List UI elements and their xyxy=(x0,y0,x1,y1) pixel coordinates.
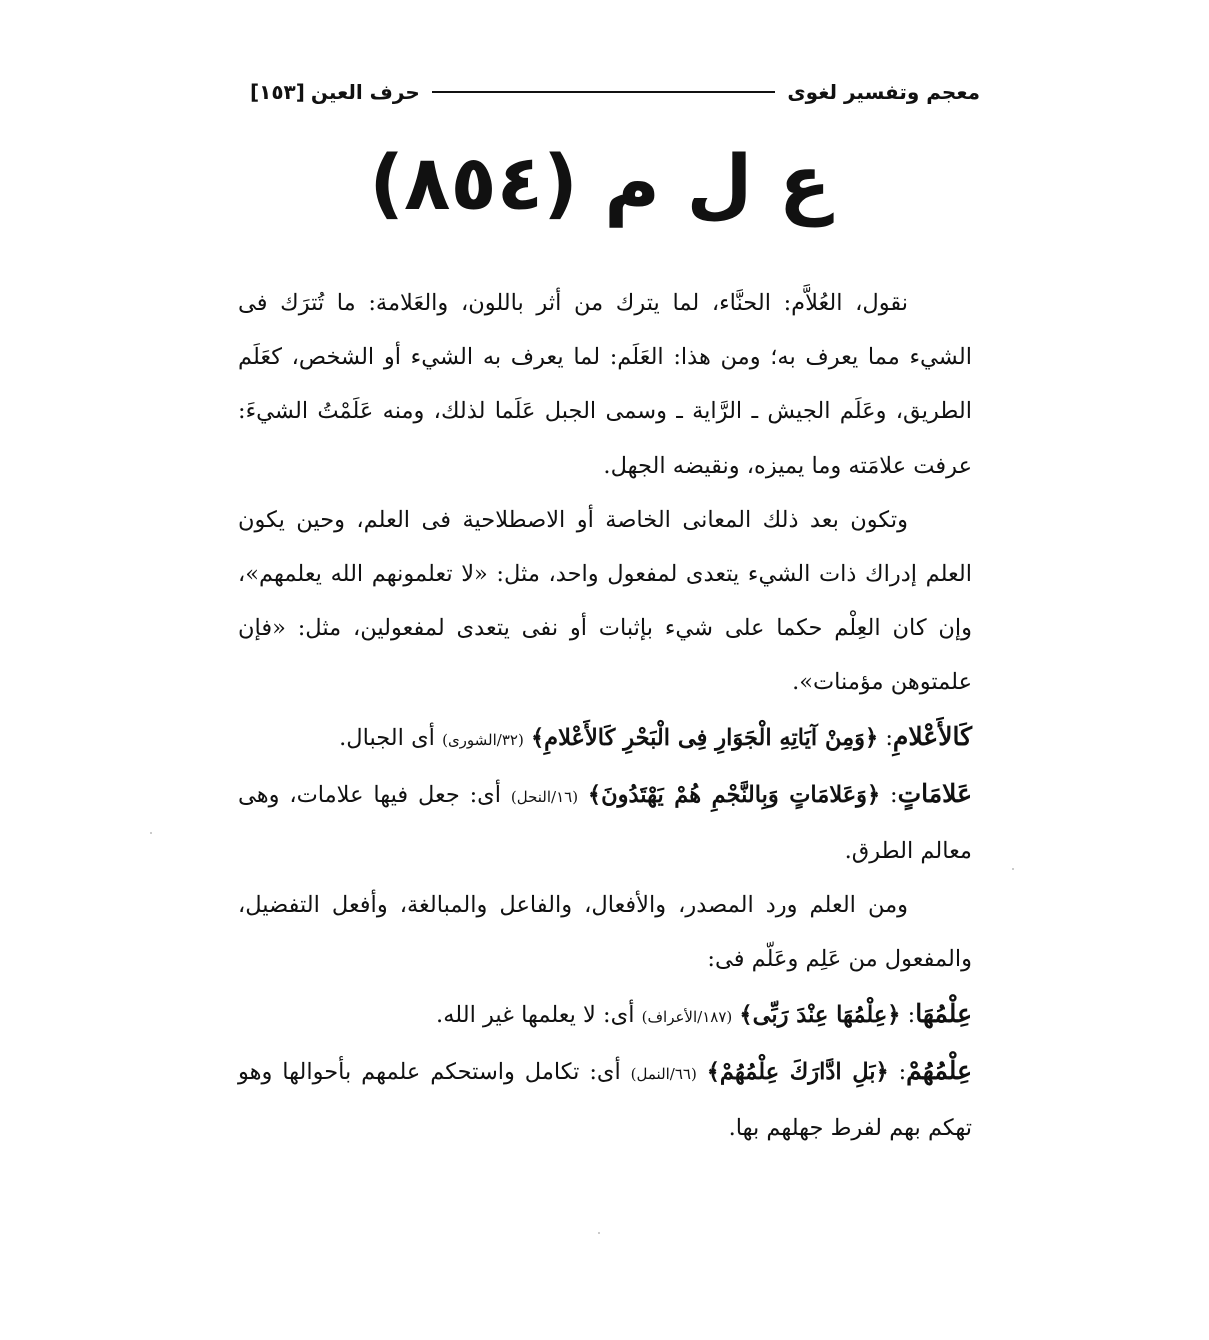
quran-verse: ﴿بَلِ ادَّارَكَ عِلْمُهُمْ﴾ xyxy=(706,1058,889,1085)
entry-body xyxy=(238,276,972,1155)
scan-speck xyxy=(598,1232,600,1234)
verse-reference: (١٦/النحل) xyxy=(510,787,579,806)
book-title: معجم وتفسير لغوى xyxy=(787,80,980,104)
paragraph: وتكون بعد ذلك المعانى الخاصة أو الاصطلاحية فى العلم، وحين يكون العلم إدراك ذات الشيء يتعدى لمفعول واحد، مثل: «لا تعلمونهم الله يعلمهم»، وإن كان العِلْم حكما على شيء بإثبات أو نفى يتعدى لمفعولين، مثل: «فإن علمتوهن مؤمنات». xyxy=(238,506,972,696)
definition-headword: عِلْمُهُمْ xyxy=(906,1055,972,1085)
definition-headword: عَلامَاتٍ xyxy=(897,778,973,808)
verse-reference: (٣٢/الشورى) xyxy=(442,730,524,749)
page-number: [١٥٣] xyxy=(250,80,305,104)
definition-meaning: أى: لا يعلمها غير الله. xyxy=(436,1001,635,1028)
scan-speck xyxy=(150,832,152,834)
running-header xyxy=(250,78,980,106)
quran-verse: ﴿عِلْمُهَا عِنْدَ رَبِّى﴾ xyxy=(739,1001,901,1028)
entry-title: ع ل م (٨٥٤) xyxy=(369,138,831,227)
paragraph: نقول، العُلاَّم: الحنَّاء، لما يترك من أثر باللون، والعَلامة: ما تُترَك فى الشيء مما يعرف به؛ ومن هذا: العَلَم: لما يعرف به الشيء أو الشخص، كعَلَم الطريق، وعَلَم الجيش ـ الرَّاية ـ وسمى الجبل عَلَما لذلك، ومنه عَلَمْتُ الشيءَ: عرفت علامَته وما يميزه، ونقيضه الجهل. xyxy=(238,290,972,479)
definition-headword: عِلْمُهَا xyxy=(915,998,972,1028)
verse-reference: (٦٦/النمل) xyxy=(630,1064,697,1083)
quran-verse: ﴿وَعَلامَاتٍ وَبِالنَّجْمِ هُمْ يَهْتَدُونَ﴾ xyxy=(587,781,881,808)
definition-meaning: أى: جعل فيها علامات، وهى معالم الطرق. xyxy=(238,781,972,865)
definition-meaning: أى الجبال. xyxy=(339,724,435,751)
definition-entry: عَلامَاتٍ: ﴿وَعَلامَاتٍ وَبِالنَّجْمِ هُمْ يَهْتَدُونَ﴾ (١٦/النحل) أى: جعل فيها علامات، وهى معالم الطرق. xyxy=(238,778,973,865)
definition-entry: كَالأَعْلامِ: ﴿وَمِنْ آيَاتِهِ الْجَوَارِ فِى الْبَحْرِ كَالأَعْلامِ﴾ (٣٢/الشورى) أى الجبال. xyxy=(339,721,972,751)
scan-speck xyxy=(1012,868,1014,870)
section-title: حرف العين xyxy=(310,80,420,104)
definition-entry: عِلْمُهَا: ﴿عِلْمُهَا عِنْدَ رَبِّى﴾ (١٨٧/الأعراف) أى: لا يعلمها غير الله. xyxy=(436,998,972,1028)
definition-headword: كَالأَعْلامِ xyxy=(892,721,972,751)
header-rule xyxy=(432,91,776,93)
verse-reference: (١٨٧/الأعراف) xyxy=(641,1007,733,1026)
paragraph: ومن العلم ورد المصدر، والأفعال، والفاعل والمبالغة، وأفعل التفضيل، والمفعول من عَلِم وعَلّم فى: xyxy=(238,892,972,973)
definition-meaning: أى: تكامل واستحكم علمهم بأحوالها وهو تهكم بهم لفرط جهلهم بها. xyxy=(238,1058,972,1142)
quran-verse: ﴿وَمِنْ آيَاتِهِ الْجَوَارِ فِى الْبَحْرِ كَالأَعْلامِ﴾ xyxy=(531,724,879,751)
definition-entry: عِلْمُهُمْ: ﴿بَلِ ادَّارَكَ عِلْمُهُمْ﴾ (٦٦/النمل) أى: تكامل واستحكم علمهم بأحوالها وهو تهكم بهم لفرط جهلهم بها. xyxy=(238,1055,972,1142)
